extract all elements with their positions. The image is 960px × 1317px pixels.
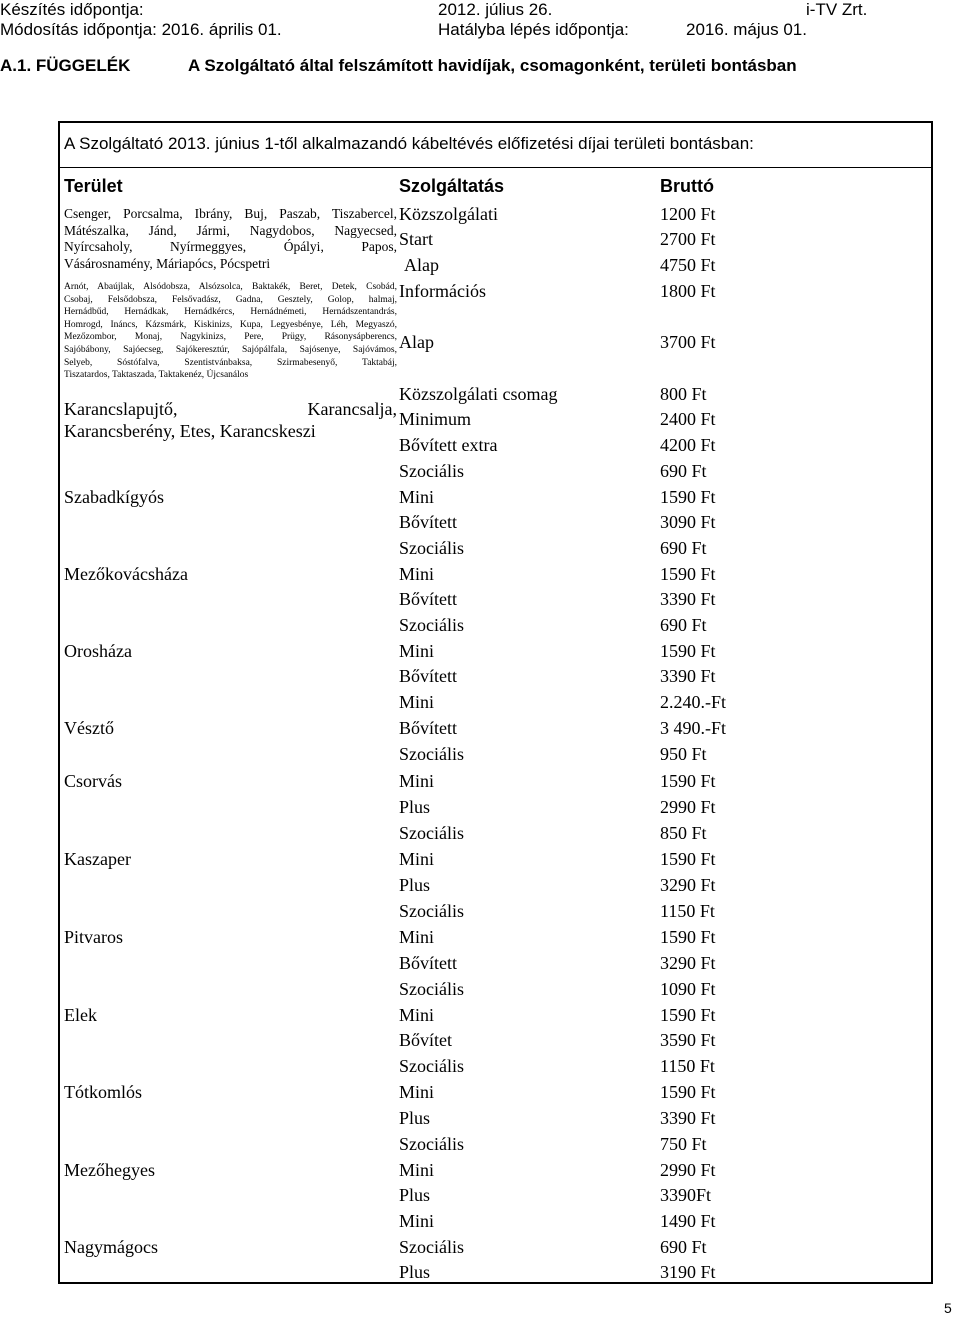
- price-value: 3290 Ft: [660, 875, 716, 895]
- effective-date: 2016. május 01.: [686, 20, 807, 39]
- price-value: 3090 Ft: [660, 512, 716, 532]
- service-name: Szociális: [399, 461, 464, 481]
- price-value: 690 Ft: [660, 538, 707, 558]
- service-name: Szociális: [399, 744, 464, 764]
- service-name: Szociális: [399, 823, 464, 843]
- service-name: Bővített: [399, 512, 457, 532]
- service-name: Plus: [399, 1108, 431, 1128]
- service-name: Plus: [399, 797, 431, 817]
- area-line: Vásárosnamény, Máriapócs, Pócspetri: [64, 255, 271, 271]
- area-line: Selyeb, Sóstófalva, Szentistvánbaksa, Szirmabesenyő, Taktabáj,: [64, 357, 397, 368]
- area-town: Elek: [64, 1005, 97, 1025]
- column-header-price: Bruttó: [660, 176, 714, 196]
- service-name: Szociális: [399, 1134, 464, 1154]
- area-town: Orosháza: [64, 641, 132, 661]
- service-name: Mini: [399, 771, 435, 791]
- price-value: 3590 Ft: [660, 1030, 716, 1050]
- area-line: Csenger, Porcsalma, Ibrány, Buj, Paszab, Tiszabercel,: [64, 206, 397, 221]
- price-value: 1800 Ft: [660, 281, 716, 301]
- area-town: Csorvás: [64, 771, 122, 791]
- service-name: Start: [399, 229, 433, 249]
- price-value: 2400 Ft: [660, 409, 716, 429]
- price-value: 690 Ft: [660, 461, 707, 481]
- price-value: 1590 Ft: [660, 564, 716, 584]
- service-name: Szociális: [399, 901, 464, 921]
- price-value: 690 Ft: [660, 1237, 707, 1257]
- service-name: Mini: [399, 1211, 435, 1231]
- page-number: 5: [944, 1300, 952, 1316]
- area-line: Tiszatardos, Taktaszada, Taktakenéz, Újcsanálos: [64, 370, 249, 381]
- service-name: Bővített: [399, 953, 457, 973]
- area-group-szabolcs: [64, 206, 397, 272]
- price-value: 1590 Ft: [660, 927, 716, 947]
- modified-date: Módosítás időpontja: 2016. április 01.: [0, 20, 282, 39]
- service-name: Mini: [399, 849, 435, 869]
- price-value: 1150 Ft: [660, 1056, 715, 1076]
- price-value: 1090 Ft: [660, 979, 716, 999]
- area-group-borsod: [64, 281, 397, 382]
- price-value: 3 490.-Ft: [660, 718, 727, 738]
- price-value: 3390 Ft: [660, 666, 716, 686]
- service-name: Plus: [399, 1262, 431, 1282]
- area-town: Pitvaros: [64, 927, 124, 947]
- price-value: 1590 Ft: [660, 1082, 716, 1102]
- service-name: Mini: [399, 564, 435, 584]
- price-value: 2990 Ft: [660, 797, 716, 817]
- area-town: Kaszaper: [64, 849, 131, 869]
- price-value: 1590 Ft: [660, 771, 716, 791]
- header-divider: [60, 167, 933, 168]
- created-date: 2012. július 26.: [438, 0, 553, 19]
- area-town: Tótkomlós: [64, 1082, 143, 1102]
- service-name: Közszolgálati: [399, 204, 498, 224]
- price-value: 3390 Ft: [660, 589, 716, 609]
- service-name: Minimum: [399, 409, 472, 429]
- area-town: Nagymágocs: [64, 1237, 158, 1257]
- service-name: Mini: [399, 641, 435, 661]
- area-line: Sajóbábony, Sajóecseg, Sajókeresztúr, Sajópálfala, Sajósenye, Sajóvámos,: [64, 344, 397, 355]
- service-name: Bővítet: [399, 1030, 452, 1050]
- area-line: Arnót, Abaújlak, Alsódobsza, Alsózsolca, Baktakék, Beret, Detek, Csobád,: [64, 282, 397, 292]
- service-name: Mini: [399, 1160, 435, 1180]
- price-value: 850 Ft: [660, 823, 707, 843]
- effective-label: Hatályba lépés időpontja:: [438, 20, 629, 39]
- area-town: Vésztő: [64, 718, 114, 738]
- service-name: Szociális: [399, 1056, 464, 1076]
- service-name: Mini: [399, 692, 435, 712]
- service-name: Bővített extra: [399, 435, 498, 455]
- company-name: i-TV Zrt.: [806, 0, 868, 19]
- price-value: 1590 Ft: [660, 487, 716, 507]
- service-name: Szociális: [399, 1237, 464, 1257]
- service-name: Bővített: [399, 666, 457, 686]
- service-name: Szociális: [399, 615, 464, 635]
- price-value: 3290 Ft: [660, 953, 716, 973]
- price-value: 1590 Ft: [660, 641, 716, 661]
- price-value: 1590 Ft: [660, 849, 716, 869]
- service-name: Alap: [399, 332, 434, 352]
- service-name: Bővített: [399, 589, 457, 609]
- service-name: Plus: [399, 875, 431, 895]
- price-value: 2.240.-Ft: [660, 692, 727, 712]
- service-name: Információs: [399, 281, 486, 301]
- price-value: 800 Ft: [660, 384, 707, 404]
- service-name: Alap: [404, 255, 439, 275]
- price-value: 1490 Ft: [660, 1211, 716, 1231]
- service-name: Szociális: [399, 979, 464, 999]
- service-name: Szociális: [399, 538, 464, 558]
- service-name: Mini: [399, 927, 435, 947]
- price-value: 690 Ft: [660, 615, 707, 635]
- area-line: Karancsberény, Etes, Karancskeszi: [64, 421, 316, 441]
- appendix-title: A Szolgáltató által felszámított havidíjak, csomagonként, területi bontásban: [188, 56, 797, 75]
- table-caption: A Szolgáltató 2013. június 1-től alkalmazandó kábeltévés előfizetési díjai területi bontásban:: [64, 134, 754, 153]
- area-town: Szabadkígyós: [64, 487, 164, 507]
- column-header-service: Szolgáltatás: [399, 176, 505, 196]
- price-value: 950 Ft: [660, 744, 707, 764]
- price-value: 1590 Ft: [660, 1005, 716, 1025]
- price-value: 750 Ft: [660, 1134, 707, 1154]
- area-line: Csobaj, Felsődobsza, Felsővadász, Gadna, Gesztely, Golop, halmaj,: [64, 294, 397, 305]
- service-name: Mini: [399, 1082, 435, 1102]
- service-name: Mini: [399, 1005, 435, 1025]
- price-value: 3700 Ft: [660, 332, 716, 352]
- price-value: 1200 Ft: [660, 204, 716, 224]
- appendix-number: A.1. FÜGGELÉK: [0, 56, 131, 75]
- service-name: Bővített: [399, 718, 457, 738]
- area-group-nograd: [64, 398, 397, 442]
- column-header-area: Terület: [64, 176, 123, 196]
- service-name: Plus: [399, 1185, 431, 1205]
- price-value: 3390 Ft: [660, 1108, 716, 1128]
- service-name: Közszolgálati csomag: [399, 384, 558, 404]
- price-value: 2990 Ft: [660, 1160, 716, 1180]
- area-town: Mezőkovácsháza: [64, 564, 188, 584]
- area-line: Karancslapujtő, Karancsalja,: [64, 399, 397, 419]
- price-value: 3390Ft: [660, 1185, 712, 1205]
- price-value: 2700 Ft: [660, 229, 716, 249]
- price-value: 3190 Ft: [660, 1262, 716, 1282]
- price-value: 4200 Ft: [660, 435, 716, 455]
- area-line: Nyírcsaholy, Nyírmeggyes, Ópályi, Papos,: [64, 239, 397, 254]
- price-value: 1150 Ft: [660, 901, 715, 921]
- price-value: 4750 Ft: [660, 255, 716, 275]
- area-line: Homrogd, Ináncs, Kázsmárk, Kiskinizs, Kupa, Legyesbénye, Léh, Megyaszó,: [64, 319, 397, 330]
- created-label: Készítés időpontja:: [0, 0, 144, 19]
- area-line: Mátészalka, Jánd, Jármi, Nagydobos, Nagyecsed,: [64, 222, 397, 238]
- area-line: Hernádbűd, Hernádkak, Hernádkércs, Hernádnémeti, Hernádszentandrás,: [64, 307, 397, 318]
- area-line: Mezőzombor, Monaj, Nagykinizs, Pere, Prügy, Rásonysápberencs,: [64, 332, 397, 343]
- service-name: Mini: [399, 487, 435, 507]
- area-town: Mezőhegyes: [64, 1160, 155, 1180]
